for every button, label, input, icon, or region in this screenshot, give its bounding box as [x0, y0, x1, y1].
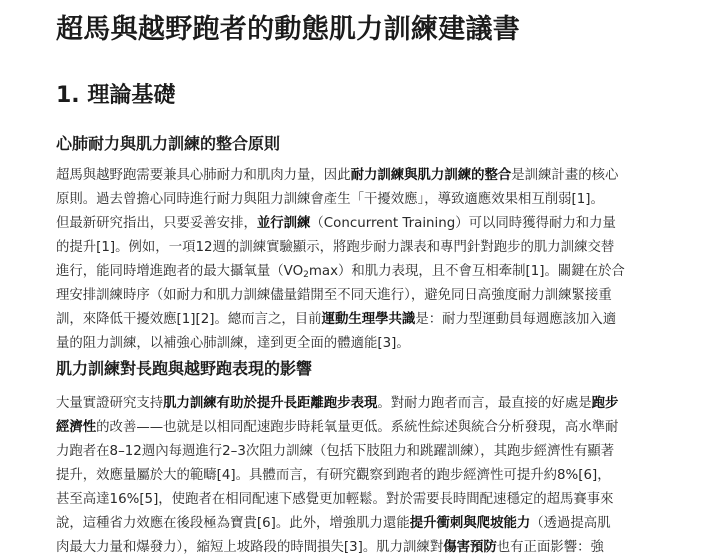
text-line: 但最新研究指出，只要妥善安排，並行訓練（Concurrent Training）可以同時獲得耐力和力量 [56, 216, 616, 231]
text-line: 提升，效應量屬於大的範疇[4]。具體而言，有研究觀察到跑者的跑步經濟性可提升約8%[6]， [56, 468, 611, 483]
bold-text: 耐力訓練與肌力訓練的整合 [350, 168, 512, 183]
bold-text: 肌力訓練有助於提升長距離跑步表現 [163, 396, 378, 411]
text-line: 量的阻力訓練，以補強心肺訓練，達到更全面的體適能[3]。 [56, 336, 410, 351]
document-title: 超馬與越野跑者的動態肌力訓練建議書 [56, 14, 521, 45]
bold-text: 跑步 [591, 396, 619, 411]
text-line: 說，這種省力效應在後段極為寶貴[6]。此外，增強肌力還能提升衝刺與爬坡能力（透過提高肌 [56, 516, 611, 531]
bold-text: 提升衝刺與爬坡能力 [409, 516, 531, 531]
bold-text: 傷害預防 [443, 540, 497, 555]
bold-text: 並行訓練 [256, 216, 311, 231]
bold-text: 運動生理學共識 [321, 312, 416, 327]
section-heading: 1. 理論基礎 [56, 83, 176, 108]
text-line: 大量實證研究支持肌力訓練有助於提升長距離跑步表現。對耐力跑者而言，最直接的好處是跑步 [56, 396, 619, 411]
text-line: 肉最大力量和爆發力），縮短上坡路段的時間損失[3]。肌力訓練對傷害預防也有正面影響：強 [56, 540, 604, 555]
bold-text: 經濟性 [56, 420, 97, 435]
text-line: 進行，能同時增進跑者的最大攝氧量$(VO_2\max)$和肌力表現，且不會互相牽制[1]。關鍵在於合 [56, 264, 625, 280]
text-line: 的提升[1]。例如，一項12週的訓練實驗顯示，將跑步耐力課表和專門針對跑步的肌力訓練交替 [56, 240, 615, 255]
paragraph [56, 392, 664, 560]
subscript-text: 2 [303, 270, 309, 280]
text-line: 超馬與越野跑需要兼具心肺耐力和肌肉力量，因此耐力訓練與肌力訓練的整合是訓練計畫的核心 [56, 168, 619, 183]
text-line: 經濟性的改善——也就是以相同配速跑步時耗氧量更低。系統性綜述與統合分析發現，高水準耐 [56, 420, 619, 435]
subsection-heading: 肌力訓練對長跑與越野跑表現的影響 [56, 359, 313, 378]
text-line: 原則。過去曾擔心同時進行耐力與阻力訓練會產生「干擾效應」，導致適應效果相互削弱[1]。 [56, 192, 604, 207]
text-line: 甚至高達16%[5]，使跑者在相同配速下感覺更加輕鬆。對於需要長時間配速穩定的超馬賽事來 [56, 492, 614, 507]
subsection-heading: 心肺耐力與肌力訓練的整合原則 [56, 134, 281, 153]
text-line: 理安排訓練時序（如耐力和肌力訓練儘量錯開至不同天進行），避免同日高強度耐力訓練緊接重 [56, 288, 612, 303]
paragraph [56, 164, 664, 356]
text-line: 力跑者在8–12週內每週進行2–3次阻力訓練（包括下肢阻力和跳躍訓練），其跑步經濟性有顯著 [56, 444, 615, 459]
text-line: 訓，來降低干擾效應[1][2]。總而言之，目前運動生理學共識是：耐力型運動員每週應該加入適 [56, 312, 617, 327]
